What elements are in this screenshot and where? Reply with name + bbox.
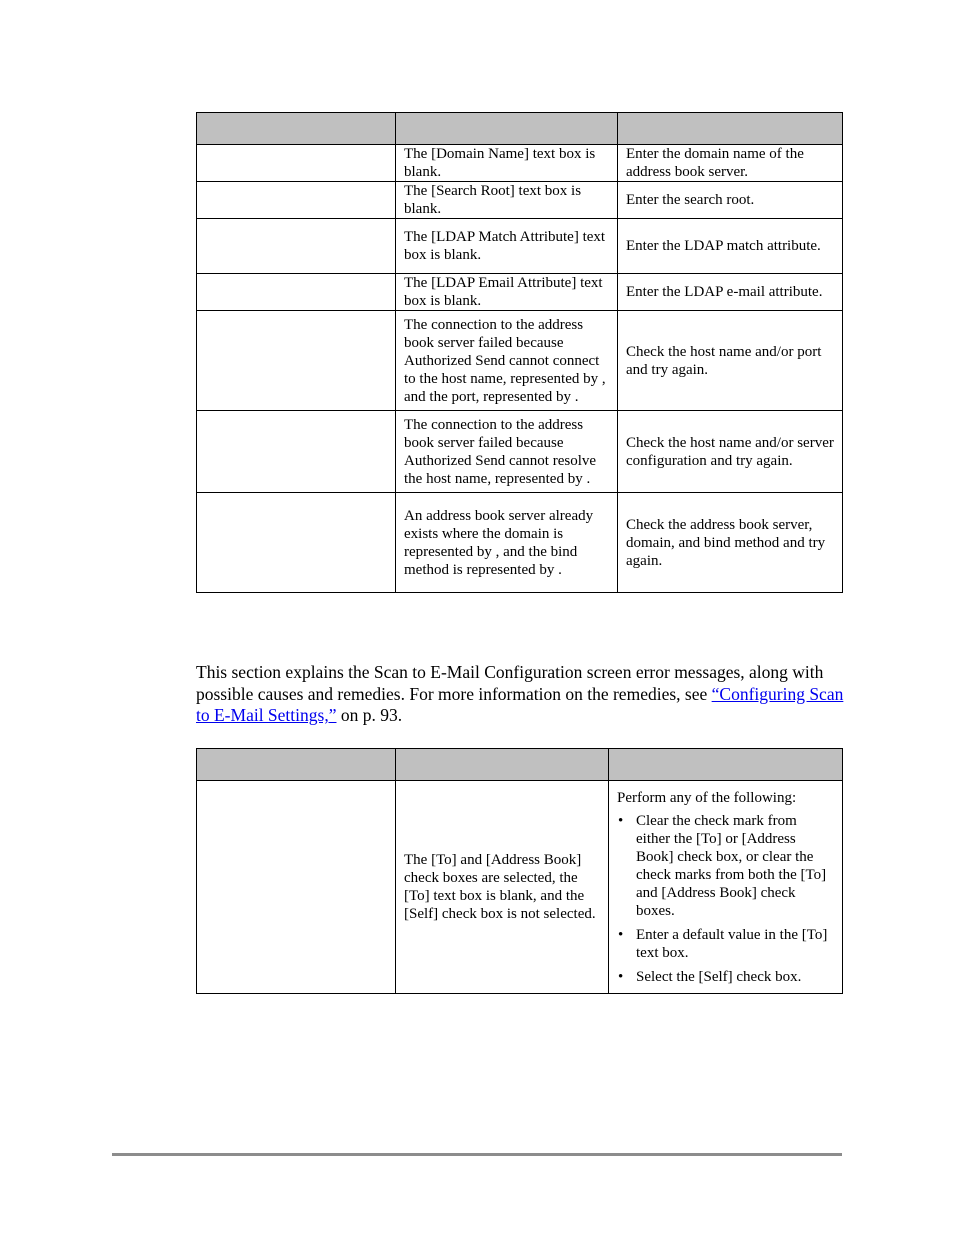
cause-cell: The [LDAP Match Attribute] text box is blank. (396, 219, 618, 274)
remedy-cell: Enter the LDAP match attribute. (618, 219, 843, 274)
remedy-intro: Perform any of the following: (617, 790, 797, 806)
list-item: • Select the [Self] check box. (636, 968, 834, 986)
intro-page-ref: on p. 93. (336, 705, 403, 725)
scan-to-email-errors-table (196, 748, 843, 994)
table-row (197, 311, 843, 411)
error-message-cell (197, 781, 396, 994)
remedy-cell: Enter the search root. (618, 182, 843, 219)
error-message-cell (197, 411, 396, 493)
cause-cell: The [Search Root] text box is blank. (396, 182, 618, 219)
cause-cell: The [To] and [Address Book] check boxes are selected, the [To] text box is blank, and the [Self] check box is not selected. (396, 781, 609, 994)
header-remedy (609, 749, 843, 781)
table-row (197, 493, 843, 593)
error-message-cell (197, 311, 396, 411)
table-row (197, 145, 843, 182)
cause-cell: The [Domain Name] text box is blank. (396, 145, 618, 182)
header-error-message (197, 749, 396, 781)
error-message-cell (197, 219, 396, 274)
error-message-cell (197, 493, 396, 593)
error-message-cell (197, 274, 396, 311)
cause-cell: The [LDAP Email Attribute] text box is blank. (396, 274, 618, 311)
table-row (197, 411, 843, 493)
table-header-row (197, 749, 843, 781)
intro-text: This section explains the Scan to E-Mail Configuration screen error messages, along with possible causes and remedies. For more information on the remedies, see (196, 662, 824, 704)
address-book-errors-table (196, 112, 843, 593)
remedy-cell: Check the host name and/or port and try again. (618, 311, 843, 411)
error-message-cell (197, 182, 396, 219)
remedy-cell: Check the host name and/or server configuration and try again. (618, 411, 843, 493)
remedy-list (617, 812, 834, 986)
remedy-cell (609, 781, 843, 994)
table-row (197, 219, 843, 274)
remedy-cell: Enter the LDAP e-mail attribute. (618, 274, 843, 311)
list-item: • Enter a default value in the [To] text box. (636, 926, 834, 962)
remedy-cell: Enter the domain name of the address book server. (618, 145, 843, 182)
section-intro-paragraph (196, 662, 846, 727)
cause-cell: The connection to the address book server failed because Authorized Send cannot resolve the host name, represented by . (396, 411, 618, 493)
footer-divider (112, 1153, 842, 1156)
table-row (197, 781, 843, 994)
table-row (197, 274, 843, 311)
header-cause (396, 749, 609, 781)
cause-cell: The connection to the address book server failed because Authorized Send cannot connect to the host name, represented by , and the port, represented by . (396, 311, 618, 411)
error-message-cell (197, 145, 396, 182)
header-remedy (618, 113, 843, 145)
remedy-cell: Check the address book server, domain, and bind method and try again. (618, 493, 843, 593)
configuring-scan-to-email-settings-link[interactable]: “Configuring Scan to E-Mail Settings,” (196, 683, 844, 725)
table-header-row (197, 113, 843, 145)
list-item: • Clear the check mark from either the [To] or [Address Book] check box, or clear the check marks from both the [To] and [Address Book] check boxes. (636, 812, 834, 920)
table-row (197, 182, 843, 219)
cause-cell: An address book server already exists where the domain is represented by , and the bind method is represented by . (396, 493, 618, 593)
header-error-message (197, 113, 396, 145)
header-cause (396, 113, 618, 145)
